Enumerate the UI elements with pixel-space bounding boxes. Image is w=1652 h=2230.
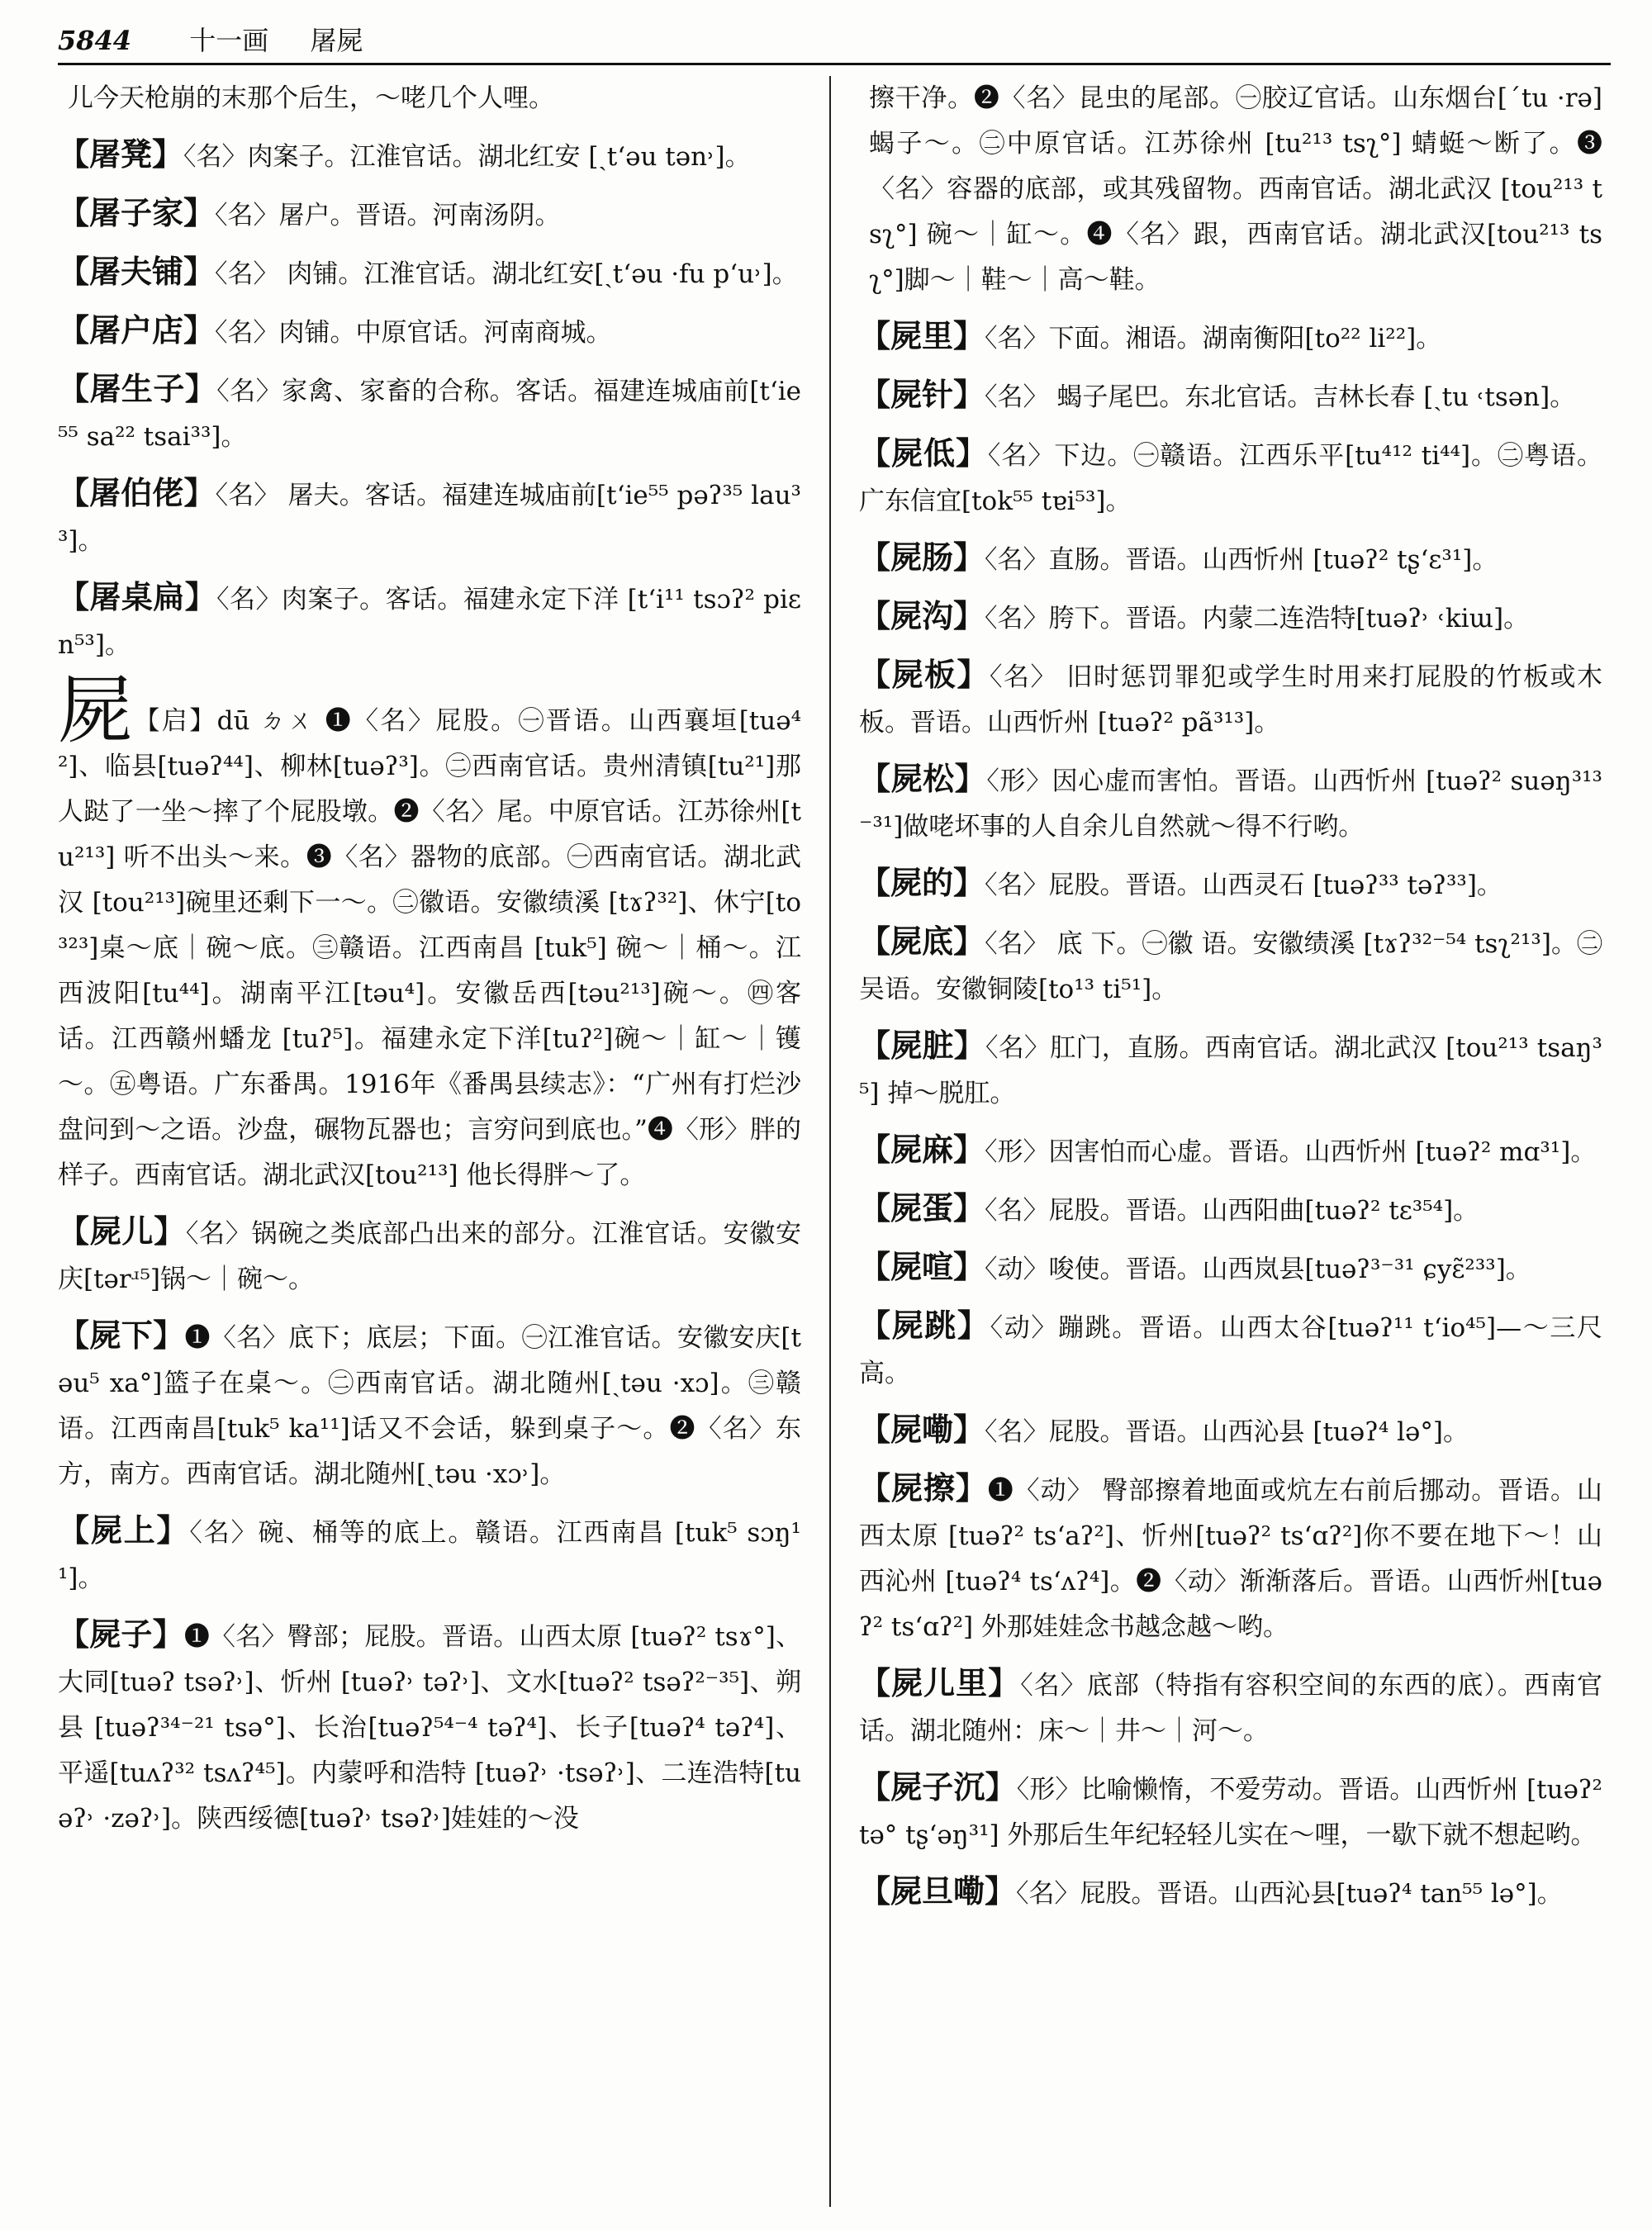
dictionary-entry [58, 1507, 801, 1601]
entry-headword: 【屠户店】 [58, 311, 216, 349]
dictionary-entry [859, 1302, 1602, 1397]
dictionary-entry [58, 190, 801, 239]
entry-headword: 【屍肠】 [859, 539, 985, 576]
entry-definition: 〈名〉肉案子。客话。福建永定下洋 [tʻi¹¹ tsɔʔ² piɛn⁵³]。 [58, 585, 801, 660]
dictionary-entry [859, 1660, 1602, 1754]
entry-definition: 〈名〉 屠夫。客话。福建连城庙前[tʻie⁵⁵ pəʔ³⁵ lau³³]。 [58, 481, 801, 556]
stroke-count-label: 十一画 [189, 25, 269, 56]
entry-definition: 〈名〉屁股。晋语。山西沁县[tuəʔ⁴ tan⁵⁵ lə°]。 [1016, 1879, 1563, 1909]
entry-definition: 〈动〉蹦跳。晋语。山西太谷[tuəʔ¹¹ tʻio⁴⁵]—～三尺高。 [859, 1313, 1602, 1388]
entry-headword: 【屍儿】 [58, 1212, 186, 1250]
entry-definition: ❶〈名〉臀部；屁股。晋语。山西太原 [tuəʔ² tsɤ°]、大同[tuəʔ tsəʔ˒]、忻州 [tuəʔ˒ təʔ˒]、文水[tuəʔ² tsəʔ²⁻³⁵]、朔县 [tuəʔ³⁴⁻²¹ tsə°]、长治[tuəʔ⁵⁴⁻⁴ təʔ⁴]、长子[tuəʔ⁴ təʔ⁴]、平遥[tuʌʔ³² tsʌʔ⁴⁵]。内蒙呼和浩特 [tuəʔ˒ ·tsəʔ˒]、二连浩特[tuəʔ˒ ·zəʔ˒]。陕西绥德[tuəʔ˒ tsəʔ˒]娃娃的～没 [58, 1622, 801, 1834]
entry-definition: 〈名〉肉案子。江淮官话。湖北红安 [ˏtʻəu tən˒]。 [183, 142, 751, 172]
left-column [58, 76, 801, 2207]
entry-headword: 【屍上】 [58, 1511, 190, 1549]
dictionary-entry [859, 593, 1602, 642]
dictionary-entry [58, 574, 801, 668]
continuation-text: 儿今天枪崩的末那个后生，～咾几个人哩。 [68, 83, 554, 113]
entry-headword: 【屍松】 [859, 760, 987, 797]
dictionary-entry [58, 1312, 801, 1497]
entry-definition: 〈名〉家禽、家畜的合称。客话。福建连城庙前[tʻie⁵⁵ sa²² tsai³³]。 [58, 377, 801, 452]
entry-headword: 【屍的】 [859, 864, 985, 901]
dictionary-entry [859, 918, 1602, 1013]
dictionary-entry [859, 1868, 1602, 1917]
entry-definition: 〈名〉底部（特指有容积空间的东西的底）。西南官话。湖北随州：床～｜井～｜河～。 [859, 1671, 1602, 1746]
entry-headword: 【屍针】 [859, 376, 985, 413]
entry-definition: 〈名〉屁股。晋语。山西沁县 [tuəʔ⁴ lə°]。 [985, 1417, 1469, 1447]
main-character-entry [58, 667, 801, 1198]
entry-headword: 【屍沟】 [859, 597, 985, 634]
entry-definition: 〈名〉锅碗之类底部凸出来的部分。江淮官话。安徽安庆[tərʴ⁵]锅～｜碗～。 [58, 1219, 801, 1294]
entry-definition: 〈名〉屁股。晋语。山西灵石 [tuəʔ³³ təʔ³³]。 [985, 871, 1502, 900]
main-entry-definition: 【启】dū ㄉㄨ ❶〈名〉屁股。㊀晋语。山西襄垣[tuə⁴²]、临县[tuəʔ⁴⁴]、柳林[tuəʔ³]。㊁西南官话。贵州清镇[tu²¹]那人跶了一坐～摔了个屁股墩。❷〈名〉尾。中原官话。江苏徐州[tu²¹³] 听不出头～来。❸〈名〉器物的底部。㊀西南官话。湖北武汉 [tou²¹³]碗里还剩下一～。㊁徽语。安徽绩溪 [tɤʔ³²]、休宁[to³²³]桌～底｜碗～底。㊂赣语。江西南昌 [tuk⁵] 碗～｜桶～。江西波阳[tu⁴⁴]。湖南平江[təu⁴]。安徽岳西[təu²¹³]碗～。㊃客话。江西赣州蟠龙 [tuʔ⁵]。福建永定下洋[tuʔ²]碗～｜缸～｜镬～。㊄粤语。广东番禺。1916年《番禺县续志》：“广州有打烂沙盘问到～之语。沙盘，碾物瓦器也；言穷问到底也。”❹〈形〉胖的样子。西南官话。湖北武汉[tou²¹³] 他长得胖～了。 [58, 706, 801, 1190]
dictionary-entry [859, 756, 1602, 850]
dictionary-entry [58, 1611, 801, 1842]
dictionary-entry [859, 1127, 1602, 1175]
entry-definition: 〈名〉屠户。晋语。河南汤阴。 [215, 201, 561, 230]
entry-headword: 【屍旦嘞】 [859, 1872, 1017, 1910]
entry-definition: 〈名〉胯下。晋语。内蒙二连浩特[tuəʔ˒ ˓kiɯ]。 [985, 604, 1530, 633]
entry-headword: 【屍底】 [859, 923, 985, 960]
dictionary-entry [859, 1022, 1602, 1117]
dictionary-entry [859, 1407, 1602, 1455]
entry-definition: ❶〈名〉底下；底层；下面。㊀江淮官话。安徽安庆[təu⁵ xa°]篮子在桌～。㊁西南官话。湖北随州[ˏtəu ·xɔ]。㊂赣 语。江西南昌[tuk⁵ ka¹¹]话又不会话，躲到桌子～。❷〈名〉东方，南方。西南官话。湖北随州[ˏtəu ·xɔ˒]。 [58, 1323, 801, 1489]
entry-definition: 〈名〉下面。湘语。湖南衡阳[to²² li²²]。 [985, 324, 1442, 353]
entry-definition: 〈形〉因心虚而害怕。晋语。山西忻州 [tuəʔ² suəŋ³¹³⁻³¹]做咾坏事的人自余儿自然就～得不行哟。 [859, 766, 1602, 842]
entry-headword: 【屍板】 [859, 656, 990, 693]
dictionary-entry [859, 652, 1602, 746]
entry-definition: 〈形〉因害怕而心虚。晋语。山西忻州 [tuəʔ² mɑ³¹]。 [985, 1137, 1597, 1167]
section-title: 屠屍 [310, 25, 363, 56]
main-headword-character: 屍 [58, 667, 135, 754]
continuation-text: 擦干净。❷〈名〉昆虫的尾部。㊀胶辽官话。山东烟台[ˊtu ·rə] 蝎子～。㊁中原官话。江苏徐州 [tu²¹³ tsʅ°] 蜻蜓～断了。❸〈名〉容器的底部，或其残留物。西南官话。湖北武汉 [tou²¹³ tsʅ°] 碗～｜缸～。❹〈名〉跟，西南官话。湖北武汉[tou²¹³ tsʅ°]脚～｜鞋～｜高～鞋。 [869, 83, 1602, 295]
entry-headword: 【屍儿里】 [859, 1664, 1021, 1701]
dictionary-entry [859, 1244, 1602, 1293]
entry-definition: 〈名〉屁股。晋语。山西阳曲[tuəʔ² tɛ³⁵⁴]。 [985, 1196, 1479, 1226]
entry-definition: 〈名〉 旧时惩罚罪犯或学生时用来打屁股的竹板或木板。晋语。山西忻州 [tuəʔ² pã³¹³]。 [859, 662, 1602, 738]
entry-definition: 〈形〉比喻懒惰，不爱劳动。晋语。山西忻州 [tuəʔ² tə° tʂʻəŋ³¹] 外那后生年纪轻轻儿实在～哩，一歇下就不想起哟。 [859, 1775, 1602, 1850]
dictionary-entry [58, 1208, 801, 1302]
dictionary-entry [859, 1764, 1602, 1858]
entry-headword: 【屠子家】 [58, 194, 216, 231]
entry-headword: 【屍喧】 [859, 1248, 985, 1285]
column-divider [829, 76, 831, 2207]
dictionary-entry [58, 249, 801, 297]
entry-headword: 【屠桌扁】 [58, 578, 217, 615]
dictionary-entry [859, 313, 1602, 362]
entry-definition: 〈名〉肉铺。中原官话。河南商城。 [215, 318, 612, 348]
dictionary-entry [859, 430, 1602, 524]
page-header [58, 18, 1611, 65]
entry-definition: 〈名〉肛门，直肠。西南官话。湖北武汉 [tou²¹³ tsaŋ³⁵] 掉～脱肛。 [859, 1033, 1602, 1108]
entry-headword: 【屠伯佬】 [58, 474, 216, 511]
entry-headword: 【屠夫铺】 [58, 253, 216, 290]
page-number: 5844 [58, 25, 132, 56]
dictionary-entry [859, 372, 1602, 420]
entry-headword: 【屠生子】 [58, 370, 217, 407]
dictionary-entry [58, 131, 801, 180]
entry-headword: 【屠凳】 [58, 135, 184, 173]
entry-headword: 【屍蛋】 [859, 1189, 985, 1226]
right-column [859, 76, 1602, 2207]
dictionary-entry [859, 1465, 1602, 1650]
entry-definition: 〈名〉直肠。晋语。山西忻州 [tuəʔ² tʂʻɛ³¹]。 [985, 545, 1498, 575]
entry-definition: 〈动〉唆使。晋语。山西岚县[tuəʔ³⁻³¹ ɕyɛ̃²³³]。 [985, 1255, 1531, 1284]
dictionary-entry [58, 470, 801, 564]
entry-definition: 〈名〉碗、桶等的底上。赣语。江西南昌 [tuk⁵ sɔŋ¹¹]。 [58, 1518, 801, 1593]
entry-definition: 〈名〉 蝎子尾巴。东北官话。吉林长春 [ˏtu ˓tsən]。 [985, 382, 1576, 412]
entry-headword: 【屍低】 [859, 434, 988, 472]
entry-definition: 〈名〉 底 下。㊀徽 语。安徽绩溪 [tɤʔ³²⁻⁵⁴ tsʅ²¹³]。㊁吴语。安徽铜陵[to¹³ ti⁵¹]。 [859, 929, 1602, 1004]
entry-headword: 【屍嘞】 [859, 1411, 985, 1448]
entry-headword: 【屍里】 [859, 317, 985, 354]
dictionary-entry [58, 366, 801, 460]
entry-headword: 【屍下】 [58, 1317, 185, 1354]
entry-definition: ❶〈动〉 臀部擦着地面或炕左右前后挪动。晋语。山西太原 [tuəʔ² tsʻaʔ²]、忻州[tuəʔ² tsʻɑʔ²]你不要在地下～！山西沁州 [tuəʔ⁴ tsʻʌʔ⁴]。❷〈动〉渐渐落后。晋语。山西忻州[tuəʔ² tsʻɑʔ²] 外那娃娃念书越念越～哟。 [859, 1476, 1602, 1642]
dictionary-entry [58, 307, 801, 356]
entry-definition: 〈名〉下边。㊀赣语。江西乐平[tu⁴¹² ti⁴⁴]。㊁粤语。广东信宜[tok⁵⁵ tɐi⁵³]。 [859, 441, 1602, 516]
dictionary-entry [859, 860, 1602, 909]
entry-headword: 【屍擦】 [859, 1469, 988, 1506]
entry-headword: 【屍麻】 [859, 1131, 985, 1168]
dictionary-entry [859, 1185, 1602, 1234]
entry-headword: 【屍子沉】 [859, 1768, 1017, 1805]
entry-headword: 【屍跳】 [859, 1307, 990, 1344]
dictionary-entry [859, 534, 1602, 583]
entry-headword: 【屍脏】 [859, 1027, 986, 1064]
entry-definition: 〈名〉 肉铺。江淮官话。湖北红安[ˏtʻəu ·fu pʻu˒]。 [215, 259, 798, 289]
entry-headword: 【屍子】 [58, 1616, 184, 1653]
